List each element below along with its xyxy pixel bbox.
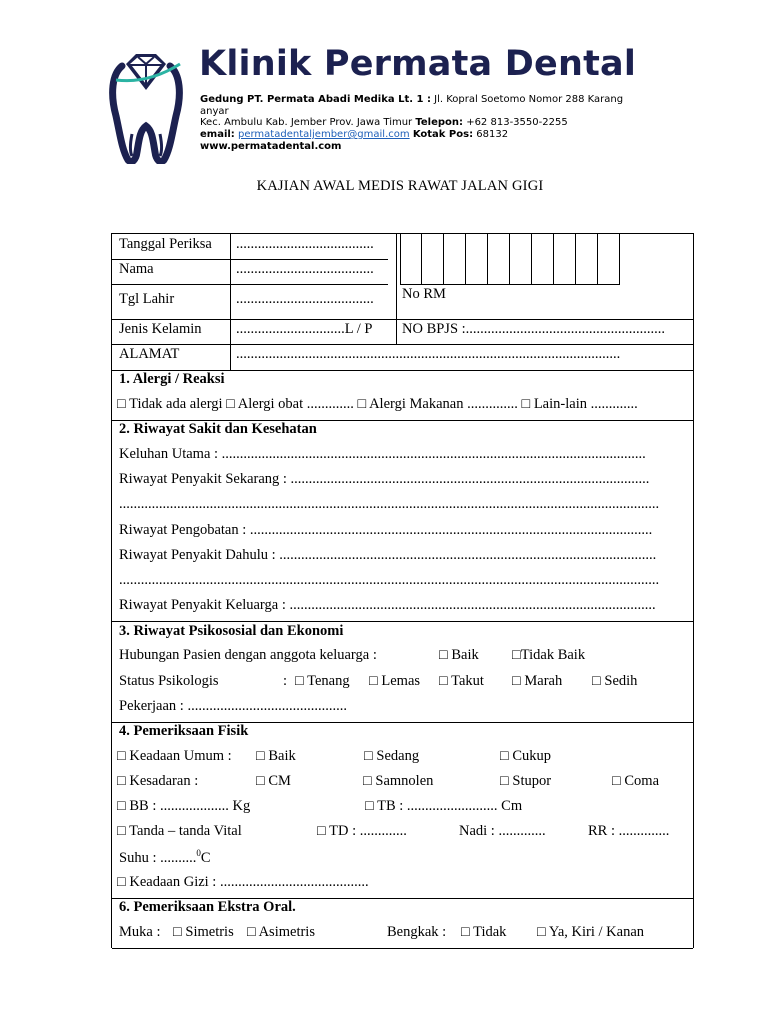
- address-line1: Jl. Kopral Soetomo Nomor 288 Karang: [430, 94, 624, 105]
- riwayat-dahulu-field[interactable]: Riwayat Penyakit Dahulu : ........................................................................................................: [119, 547, 657, 563]
- tgl-lahir-field[interactable]: ......................................: [236, 291, 374, 307]
- clinic-name: Klinik Permata Dental: [199, 44, 637, 84]
- keadaan-umum-checkbox[interactable]: □ Keadaan Umum :: [117, 748, 232, 764]
- riwayat-keluarga-field[interactable]: Riwayat Penyakit Keluarga : .....................................................................................................: [119, 597, 656, 613]
- tanggal-label: Tanggal Periksa: [119, 236, 212, 252]
- coma-checkbox[interactable]: □ Coma: [612, 773, 660, 789]
- alergi-options[interactable]: □ Tidak ada alergi □ Alergi obat ............. □ Alergi Makanan .............. □ Lain-lain .............: [117, 396, 638, 412]
- nama-field[interactable]: ......................................: [236, 261, 374, 277]
- lemas-checkbox[interactable]: □ Lemas: [369, 673, 421, 689]
- riwayat-dahulu-continuation[interactable]: .....................................................................................................................................................: [119, 572, 660, 588]
- tanggal-field[interactable]: ......................................: [236, 236, 374, 252]
- address-line3: Kec. Ambulu Kab. Jember Prov. Jawa Timur: [200, 117, 413, 129]
- bengkak-ya-checkbox[interactable]: □ Ya, Kiri / Kanan: [537, 924, 645, 940]
- takut-checkbox[interactable]: □ Takut: [439, 673, 484, 689]
- address-label: Gedung PT. Permata Abadi Medika Lt. 1 :: [200, 94, 431, 105]
- nadi-field[interactable]: Nadi : .............: [459, 823, 546, 839]
- hubungan-baik-checkbox[interactable]: □ Baik: [439, 647, 479, 663]
- rr-field[interactable]: RR : ..............: [588, 823, 670, 839]
- phone-label: Telepon:: [415, 117, 464, 129]
- alamat-field[interactable]: ..........................................................................................................: [236, 346, 621, 362]
- ku-cukup-checkbox[interactable]: □ Cukup: [500, 748, 552, 764]
- email-link[interactable]: permatadentaljember@gmail.com: [238, 129, 410, 141]
- address-line2: anyar: [200, 105, 229, 117]
- status-psikologis-label: Status Psikologis: [119, 673, 219, 689]
- simetris-checkbox[interactable]: □ Simetris: [173, 924, 234, 940]
- postal-label: Kotak Pos:: [412, 129, 474, 141]
- bengkak-tidak-checkbox[interactable]: □ Tidak: [461, 924, 507, 940]
- tenang-checkbox[interactable]: □ Tenang: [295, 673, 350, 689]
- email-label: email:: [200, 129, 235, 141]
- status-colon: :: [283, 673, 288, 689]
- td-field[interactable]: □ TD : .............: [317, 823, 407, 839]
- suhu-label: Suhu : ..........: [119, 849, 197, 866]
- keluhan-utama-field[interactable]: Keluhan Utama : .....................................................................................................................: [119, 446, 646, 462]
- riwayat-pengobatan-field[interactable]: Riwayat Pengobatan : ...............................................................................................................: [119, 522, 653, 538]
- ku-sedang-checkbox[interactable]: □ Sedang: [364, 748, 420, 764]
- keadaan-gizi-field[interactable]: □ Keadaan Gizi : .........................................: [117, 874, 369, 890]
- tooth-diamond-logo: [108, 50, 184, 164]
- phone: +62 813-3550-2255: [463, 117, 568, 129]
- section-ekstra-oral-title: 6. Pemeriksaan Ekstra Oral.: [119, 899, 296, 915]
- bb-field[interactable]: □ BB : ................... Kg: [117, 798, 251, 814]
- jenis-kelamin-field[interactable]: ..............................L / P: [236, 321, 373, 337]
- document-title: KAJIAN AWAL MEDIS RAWAT JALAN GIGI: [256, 178, 544, 194]
- tgl-lahir-label: Tgl Lahir: [119, 291, 175, 307]
- section-alergi-title: 1. Alergi / Reaksi: [119, 371, 225, 387]
- suhu-unit: C: [200, 849, 211, 866]
- jenis-kelamin-label: Jenis Kelamin: [119, 321, 202, 337]
- ku-baik-checkbox[interactable]: □ Baik: [256, 748, 296, 764]
- section-pemeriksaan-fisik-title: 4. Pemeriksaan Fisik: [119, 723, 249, 739]
- section-riwayat-sakit-title: 2. Riwayat Sakit dan Kesehatan: [119, 421, 317, 437]
- suhu-degree: 0: [196, 848, 201, 858]
- riwayat-sekarang-field[interactable]: Riwayat Penyakit Sekarang : ...................................................................................................: [119, 471, 650, 487]
- clinic-address: [200, 94, 655, 153]
- cm-checkbox[interactable]: □ CM: [256, 773, 291, 789]
- bpjs-field[interactable]: NO BPJS :.......................................................: [402, 321, 666, 337]
- website: www.permatadental.com: [200, 140, 342, 152]
- tanda-vital-checkbox[interactable]: □ Tanda – tanda Vital: [117, 823, 242, 839]
- stupor-checkbox[interactable]: □ Stupor: [500, 773, 552, 789]
- postal: 68132: [473, 129, 509, 141]
- asimetris-checkbox[interactable]: □ Asimetris: [247, 924, 315, 940]
- hubungan-label: Hubungan Pasien dengan anggota keluarga :: [119, 647, 377, 663]
- sedih-checkbox[interactable]: □ Sedih: [592, 673, 638, 689]
- pekerjaan-field[interactable]: Pekerjaan : ............................................: [119, 698, 347, 714]
- alamat-label: ALAMAT: [119, 346, 180, 362]
- tb-field[interactable]: □ TB : ......................... Cm: [365, 798, 523, 814]
- bengkak-label: Bengkak :: [387, 924, 447, 940]
- muka-label: Muka :: [119, 924, 161, 940]
- hubungan-tidak-baik-checkbox[interactable]: □Tidak Baik: [512, 647, 586, 663]
- riwayat-sekarang-continuation[interactable]: .....................................................................................................................................................: [119, 496, 660, 512]
- suhu-field[interactable]: [119, 848, 211, 867]
- samnolen-checkbox[interactable]: □ Samnolen: [363, 773, 434, 789]
- marah-checkbox[interactable]: □ Marah: [512, 673, 563, 689]
- section-psikososial-title: 3. Riwayat Psikososial dan Ekonomi: [119, 623, 344, 639]
- nama-label: Nama: [119, 261, 154, 277]
- assessment-form: [111, 233, 694, 948]
- kesadaran-checkbox[interactable]: □ Kesadaran :: [117, 773, 199, 789]
- no-rm-label: No RM: [402, 286, 446, 302]
